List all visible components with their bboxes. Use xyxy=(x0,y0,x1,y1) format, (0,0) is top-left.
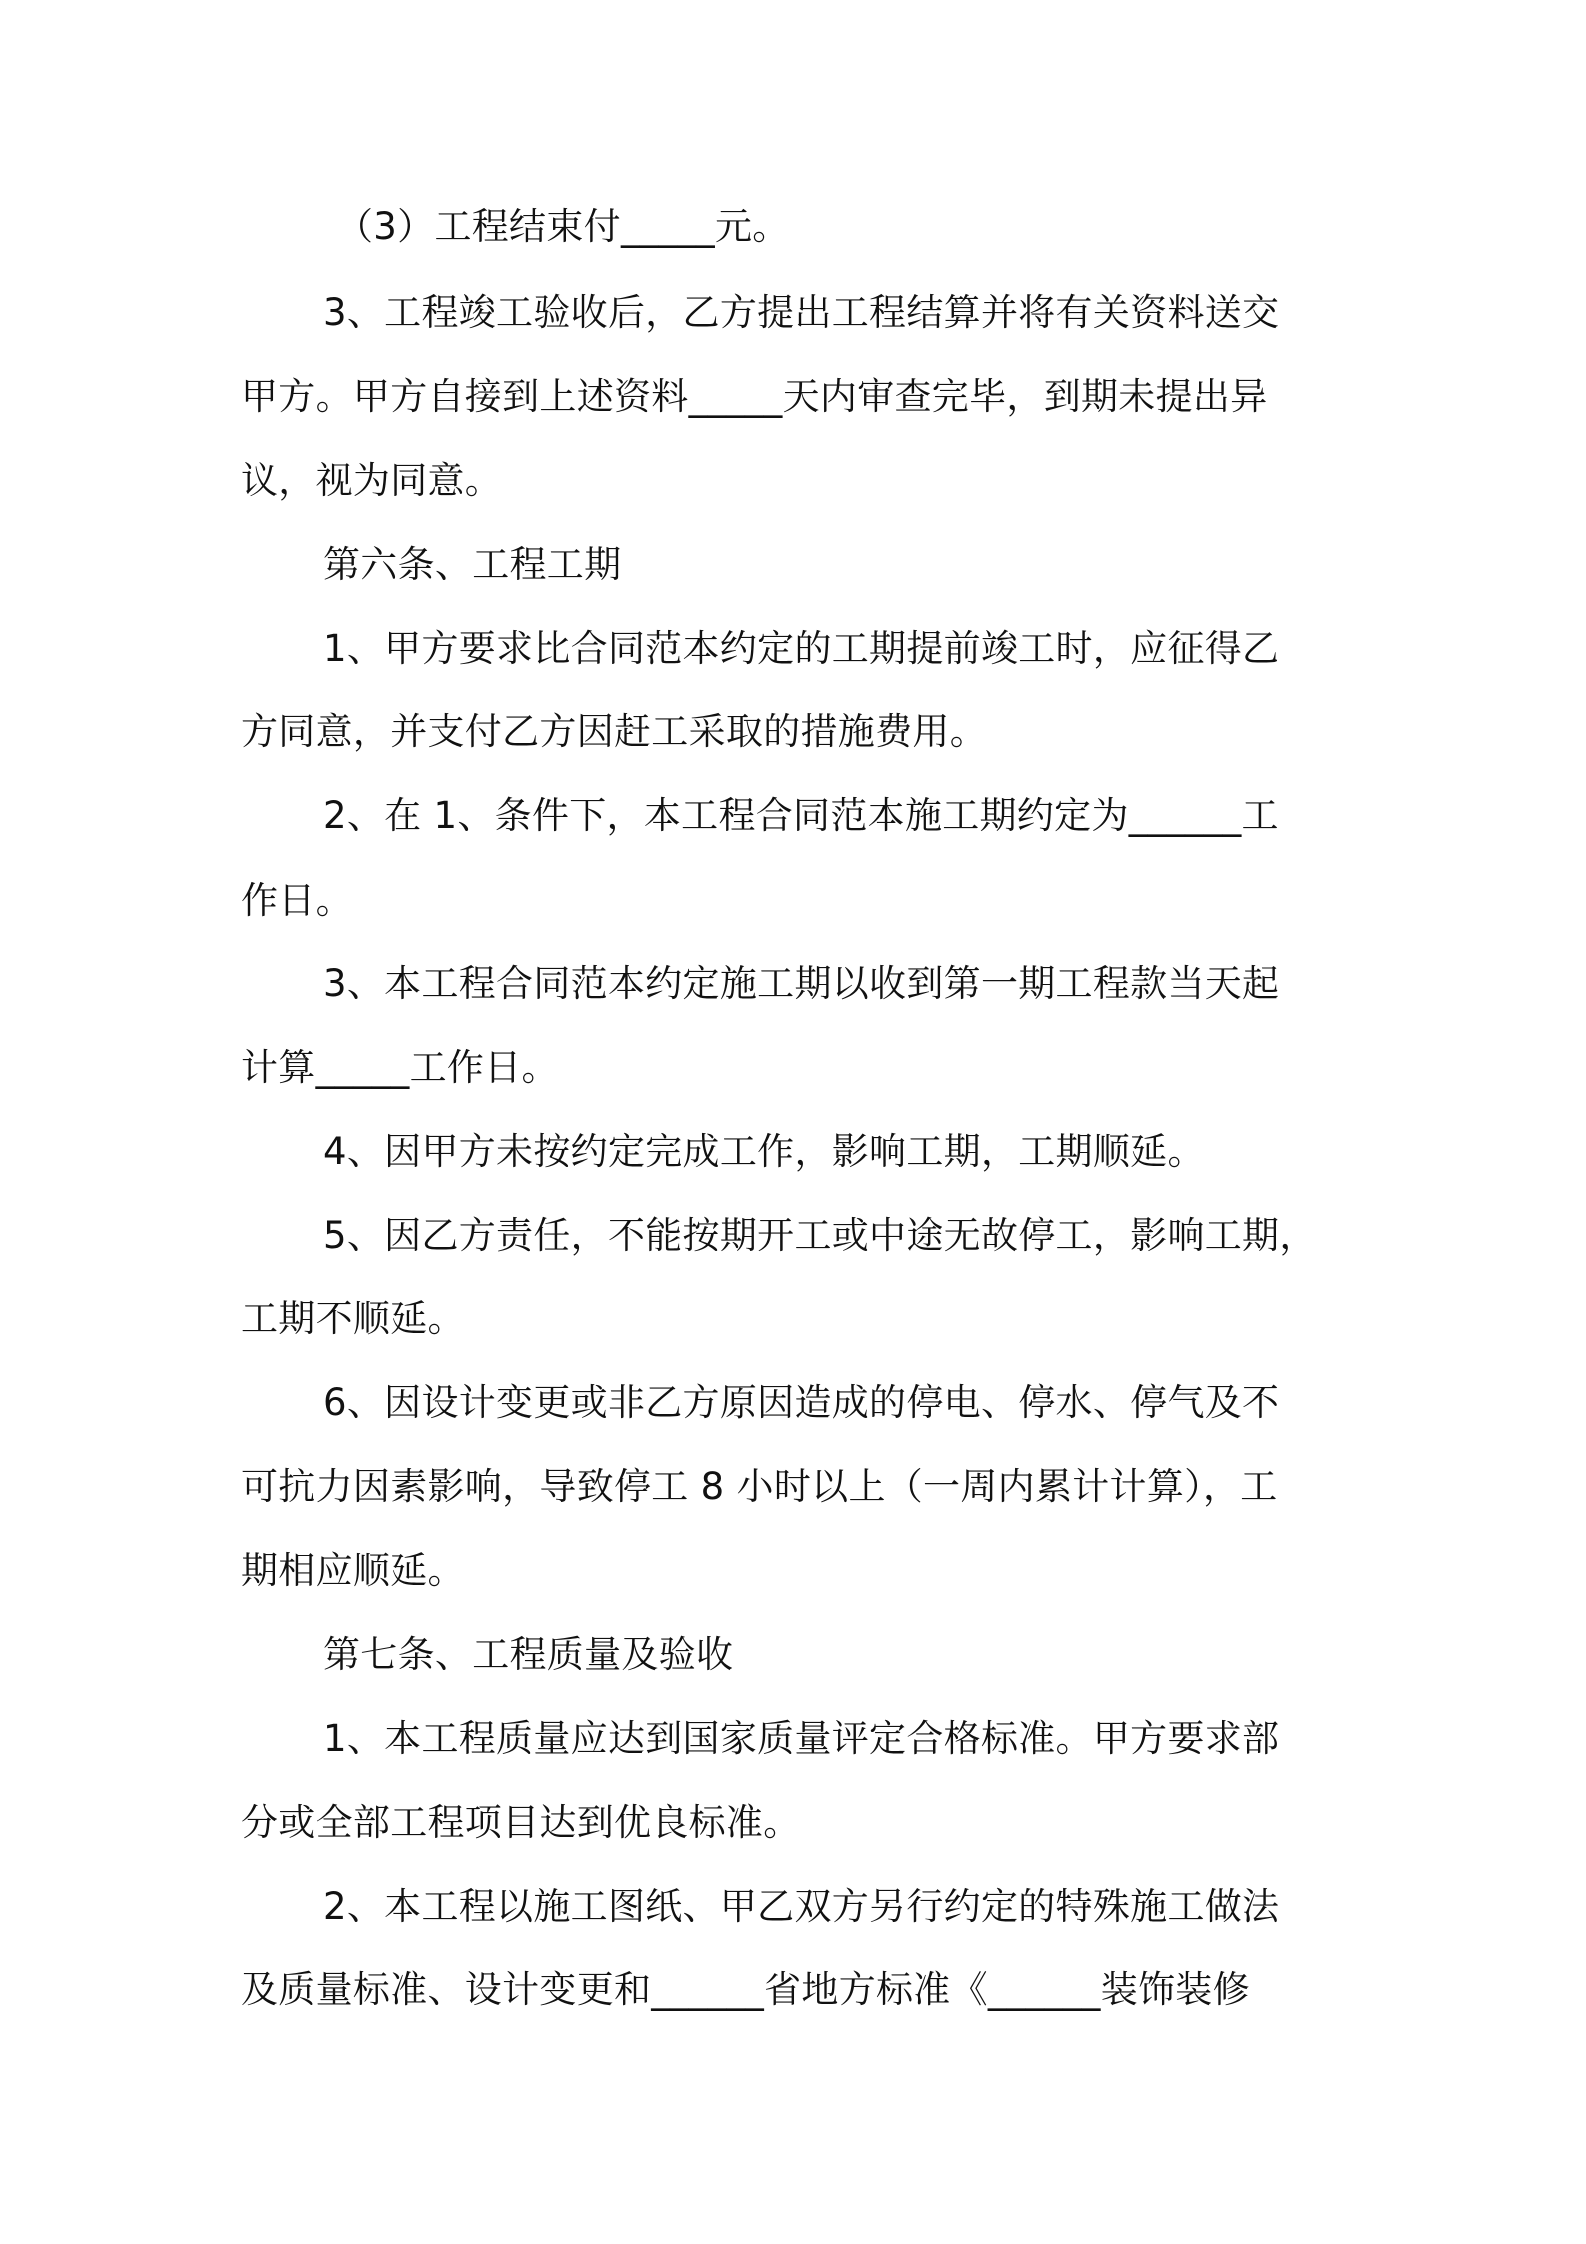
text-line: 4、因甲方未按约定完成工作，影响工期，工期顺延。 xyxy=(323,1130,1205,1173)
text-line: 分或全部工程项目达到优良标准。 xyxy=(241,1801,801,1844)
text-line: 计算_____工作日。 xyxy=(241,1046,559,1089)
text-line: 2、在 1、条件下，本工程合同范本施工期约定为______工 xyxy=(323,794,1279,837)
text-line: 方同意，并支付乙方因赶工采取的措施费用。 xyxy=(241,710,987,753)
text-line: 期相应顺延。 xyxy=(241,1549,465,1592)
text-line: 2、本工程以施工图纸、甲乙双方另行约定的特殊施工做法 xyxy=(323,1885,1280,1928)
section-heading: 第六条、工程工期 xyxy=(323,543,622,586)
text-line: 1、本工程质量应达到国家质量评定合格标准。甲方要求部 xyxy=(323,1717,1280,1760)
text-line: 1、甲方要求比合同范本约定的工期提前竣工时，应征得乙 xyxy=(323,627,1280,670)
text-line: 3、本工程合同范本约定施工期以收到第一期工程款当天起 xyxy=(323,962,1280,1005)
section-heading: 第七条、工程质量及验收 xyxy=(323,1633,734,1676)
text-line: 5、因乙方责任，不能按期开工或中途无故停工，影响工期， xyxy=(323,1214,1317,1257)
text-line: 甲方。甲方自接到上述资料_____天内审查完毕，到期未提出异 xyxy=(241,375,1268,418)
text-line: 6、因设计变更或非乙方原因造成的停电、停水、停气及不 xyxy=(323,1381,1280,1424)
text-line: 工期不顺延。 xyxy=(241,1297,465,1340)
text-line: 作日。 xyxy=(241,879,353,922)
text-line: 及质量标准、设计变更和______省地方标准《______装饰装修 xyxy=(241,1968,1250,2011)
text-line: （3）工程结束付_____元。 xyxy=(336,205,790,248)
text-line: 3、工程竣工验收后，乙方提出工程结算并将有关资料送交 xyxy=(323,291,1280,334)
text-line: 议，视为同意。 xyxy=(241,459,503,502)
text-line: 可抗力因素影响，导致停工 8 小时以上（一周内累计计算），工 xyxy=(241,1465,1278,1508)
